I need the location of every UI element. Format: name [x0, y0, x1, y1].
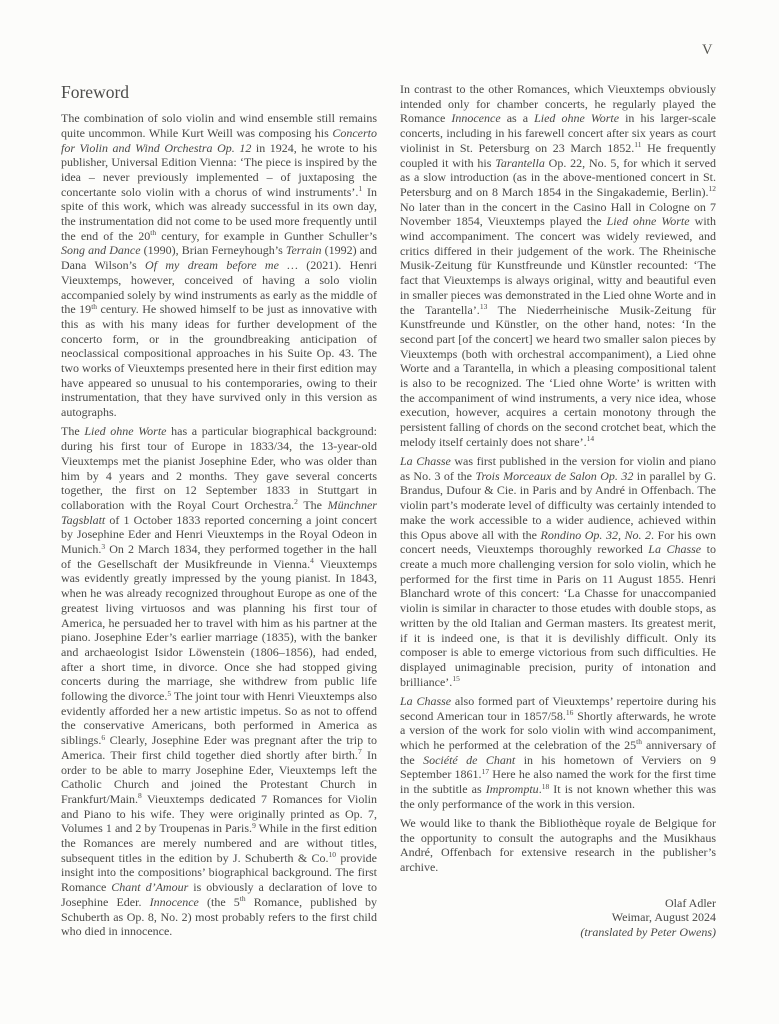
body-text: Olaf Adler — [665, 895, 716, 910]
italic-text: Chant d’Amour — [111, 880, 189, 895]
body-text: The — [61, 424, 85, 439]
body-text: is obviously a declaration of love to Josephine Eder. — [61, 880, 377, 909]
italic-text: Lied ohne Worte — [606, 214, 690, 229]
italic-text: La Chasse — [400, 454, 451, 469]
footnote-reference: 8 — [138, 791, 142, 801]
signature-block — [400, 896, 716, 940]
footnote-reference: th — [91, 301, 98, 311]
body-text: (2021). Henri Vieuxtemps, however, conceived of having a solo violin accompanied solely by wind instruments as early as the middle of the 19 — [61, 258, 377, 317]
italic-text: Trois Morceaux de Salon Op. 32 — [475, 468, 634, 483]
body-text: In spite of this work, which was already successful in its own day, the instrumentation did not come to be used more frequently until the end of the 20 — [61, 184, 377, 243]
body-text: On 2 March 1834, they performed together in the hall of the Gesellschaft der Musikfreunde in Vienna. — [61, 542, 377, 571]
foreword-heading: Foreword — [61, 82, 130, 102]
body-text: provide insight into the compositions’ biographical background. The first Romance — [61, 850, 377, 895]
paragraph — [61, 111, 377, 420]
italic-text: La Chasse — [400, 693, 452, 708]
body-text: . — [538, 782, 542, 797]
paragraph — [400, 816, 716, 875]
paragraph — [400, 82, 716, 450]
italic-text: Innocence — [451, 111, 501, 126]
body-text: in 1924, he wrote to his publisher, Universal Edition Vienna: ‘The piece is inspired by the idea – never previously implemented – of juxtaposing the concertante solo violin with a chorus of wind instruments’. — [61, 140, 378, 199]
right-column — [400, 82, 716, 940]
italic-text: (translated by Peter Owens) — [580, 925, 716, 940]
body-text: . For his own concert needs, Vieuxtemps thoroughly reworked — [400, 527, 716, 557]
footnote-reference: 12 — [708, 184, 716, 194]
italic-text: Rondino Op. 32, No. 2 — [540, 527, 652, 542]
body-text: In order to be able to marry Josephine Eder, Vieuxtemps left the Catholic Church and joined the Protestant Church in Frankfurt/Main. — [61, 747, 378, 806]
footnote-reference: 1 — [358, 184, 363, 194]
footnote-reference: 2 — [294, 497, 298, 507]
footnote-reference: th — [239, 894, 246, 904]
body-text: The joint tour with Henri Vieuxtemps also evidently afforded her a new artistic impetus. So as not to offend the conservative Americans, both performed in America as siblings. — [61, 689, 378, 748]
italic-text: Société de Chant — [423, 752, 516, 767]
paragraph — [400, 896, 716, 911]
body-text: The — [297, 497, 328, 512]
body-text: of 1 October 1833 reported concerning a joint concert by Josephine Eder and Henri Vieuxtemps in the Royal Odeon in Munich. — [61, 512, 377, 557]
footnote-reference: 5 — [167, 688, 172, 698]
body-text: Romance, published by Schuberth as Op. 8, No. 2) most probably refers to the first child who died in innocence. — [61, 894, 377, 939]
body-text: We would like to thank the Bibliothèque royale de Belgique for the opportunity to consult the autographs and the Musikhaus André, Offenbach for extensive research in the publisher’s archive. — [400, 815, 716, 875]
body-text: (1992) and Dana Wilson’s — [61, 243, 377, 273]
paragraph — [400, 694, 716, 812]
body-text: century. He showed himself to be just as innovative with this as with his many ideas for further development of the concerto form, or in the groundbreaking anticipation of neoclassical compositional approaches in his Suite Op. 43. The two works of Vieuxtemps presented here in their first edition may have appeared so unusual to his contemporaries, owing to their instrumentation, that they have survived only in this version as autographs. — [61, 302, 377, 420]
footnote-reference: 7 — [357, 747, 362, 757]
body-text: It is not known whether this was the only performance of the work in this version. — [400, 782, 716, 811]
body-text: Op. 22, No. 5, for which it served as a slow introduction (as in the above-mentioned concert in St. Petersburg and on 8 March 1854 in the Singakademie, Berlin). — [400, 155, 717, 199]
page-number: V — [702, 42, 713, 58]
left-column — [61, 82, 377, 940]
italic-text: Lied ohne Worte — [84, 424, 167, 439]
body-text: Vieuxtemps was evidently greatly impressed by the young pianist. In 1843, when he was already recognized throughout Europe as one of the greatest living virtuosos and was planning his first tour of America, he persuaded her to travel with him as his partner at the piano. Josephine Eder’s earlier marriage (1835), with the banker and archaeologist Isidor Löwenstein (1806–1856), had ended, after a short time, in divorce. Once she had stopped giving concerts during the marriage, she withdrew from public life following the divorce. — [61, 556, 378, 704]
body-text: While in the first edition the Romances are merely numbered and are without titles, subsequent titles in the edition by J. Schuberth & Co. — [61, 821, 377, 865]
footnote-reference: 4 — [310, 556, 314, 566]
text-columns — [61, 82, 716, 940]
paragraph — [61, 424, 377, 939]
italic-text: Tarantella — [495, 155, 545, 170]
italic-text: Song and Dance — [61, 243, 141, 258]
body-text: Weimar, August 2024 — [611, 910, 716, 925]
italic-text: Impromptu — [485, 782, 539, 797]
footnote-reference: th — [150, 228, 157, 238]
italic-text: Concerto for Violin and Wind Orchestra Op. 12 — [61, 125, 377, 155]
body-text: anniversary of the — [400, 737, 716, 767]
right-column-paragraphs — [400, 82, 716, 875]
footnote-reference: 18 — [541, 781, 550, 791]
body-text: (1990), Brian Ferneyhough’s — [140, 243, 286, 258]
footnote-reference: 11 — [634, 140, 642, 150]
body-text: (the 5 — [198, 894, 240, 909]
footnote-reference: 17 — [481, 766, 490, 776]
body-text: with wind accompaniment. The concert was widely reviewed, and critics differed in their judgement of the work. The Rheinische Musik-Zeitung für Kunstfreunde und Künstler recounted: ‘The fact that Vieuxtemps is always original, witty and beautiful even in smaller pieces was demonstrated in the Lied ohne Worte and in the Tarantella’. — [400, 214, 716, 317]
body-text: in parallel by G. Brandus, Dufour & Cie. in Paris and by André in Offenbach. The violin part’s moderate level of difficulty was certainly intended to make the work accessible to a wider audience, achieved within this Opus above all with the — [400, 468, 716, 542]
body-text: in his larger-scale concerts, including in his farewell concert after six years as court violinist in St. Petersburg on 23 March 1852. — [400, 111, 716, 155]
footnote-reference: 9 — [252, 820, 256, 830]
footnote-reference: 13 — [479, 302, 488, 312]
italic-text: Innocence — [149, 894, 199, 909]
body-text: The combination of solo violin and wind ensemble still remains quite uncommon. While Kurt Weill was composing his — [61, 111, 377, 140]
footnote-reference: 15 — [452, 674, 460, 684]
italic-text: Of my dream before me … — [145, 258, 298, 273]
body-text: Shortly afterwards, he wrote a version of the work for solo violin with wind accompaniment, which he performed at the celebration of the 25 — [400, 708, 716, 752]
footnote-reference: th — [636, 737, 642, 747]
body-text: has a particular biographical background: during his first tour of Europe in 1833/34, the 13-year-old Vieuxtemps met the pianist Josephine Eder, who was older than him by 4 years and 2 months. They gave several concerts together, the first on 12 September 1833 in Stuttgart in collaboration with the Royal Court Orchestra. — [61, 424, 377, 512]
italic-text: Lied ohne Worte — [534, 111, 620, 126]
body-text: also formed part of Vieuxtemps’ repertoire during his second American tour in 1857/58. — [400, 693, 716, 723]
italic-text: La Chasse — [648, 542, 702, 557]
paragraph — [400, 454, 716, 689]
italic-text: Münchner Tagsblatt — [61, 497, 377, 527]
footnote-reference: 16 — [565, 708, 574, 718]
footnote-reference: 3 — [101, 541, 106, 551]
body-text: century, for example in Gunther Schuller’s — [156, 228, 377, 243]
body-text: Here he also named the work for the first time in the subtitle as — [400, 767, 716, 797]
body-text: He frequently coupled it with his — [400, 140, 716, 170]
body-text: In contrast to the other Romances, which Vieuxtemps obviously intended only for chamber concerts, he regularly played the Romance — [400, 82, 716, 126]
body-text: Clearly, Josephine Eder was pregnant after the trip to America. Their first child together died shortly after birth. — [61, 733, 377, 762]
body-text: Vieuxtemps dedicated 7 Romances for Violin and Piano to his wife. They were originally printed as Op. 7, Volumes 1 and 2 by Troupenas in Paris. — [61, 791, 377, 836]
body-text: was first published in the version for violin and piano as No. 3 of the — [400, 454, 717, 483]
paragraph — [400, 925, 716, 940]
body-text: as a — [500, 111, 535, 126]
paragraph — [400, 910, 716, 925]
body-text: to create a much more challenging version for solo violin, which he performed for the first time in Paris on 11 August 1855. Henri Blanchard wrote of this concert: ‘La Chasse for unaccompanied violin is similar in character to those etudes with double stops, as written by the old Italian and German masters. Its greatest merit, if it is indeed one, is that it is devilishly difficult. Only its composer is able to emerge victorious from such difficulties. He displayed unimaginable precision, purity of intonation and brilliance’. — [400, 542, 716, 689]
body-text: No later than in the concert in the Casino Hall in Cologne on 7 November 1854, Vieuxtemps played the — [400, 199, 716, 229]
body-text: in his hometown of Verviers on 9 September 1861. — [400, 752, 717, 782]
footnote-reference: 6 — [101, 732, 106, 742]
footnote-reference: 14 — [586, 434, 595, 444]
body-text: The Niederrheinische Musik-Zeitung für Kunstfreunde und Künstler, on the other hand, notes: ‘In the second part [of the concert] we heard two smaller salon pieces by Vieuxtemps (both with orchestral accompaniment), a Lied ohne Worte and a Tarantella, in which a pleasing compositional talent is also to be recognized. The ‘Lied ohne Worte’ is written with the accompaniment of wind instruments, a very nice idea, whose execution, however, acquires a certain monotony through the persistent falling of chords on the second crotchet beat, which the melody itself certainly does not share’. — [400, 302, 716, 449]
italic-text: Terrain — [285, 243, 322, 258]
left-column-paragraphs — [61, 111, 377, 939]
footnote-reference: 10 — [328, 850, 337, 860]
